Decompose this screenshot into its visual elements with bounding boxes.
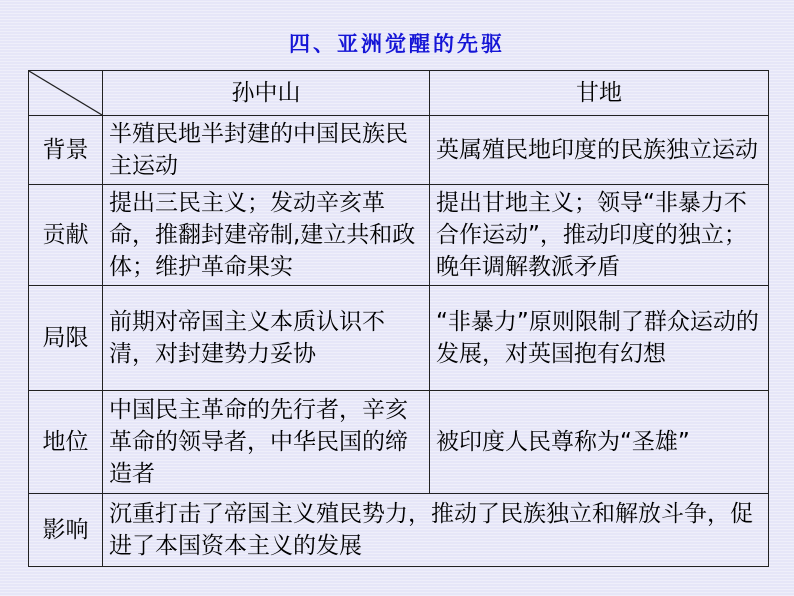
cell-sun-contribution: 提出三民主义；发动辛亥革命，推翻封建帝制,建立共和政体；维护革命果实 xyxy=(103,185,430,286)
cell-sun-limitation: 前期对帝国主义本质认识不清，对封建势力妥协 xyxy=(103,286,430,391)
table-row-background xyxy=(29,116,769,185)
table-header-row xyxy=(29,71,769,116)
table-row-limitation xyxy=(29,286,769,391)
row-label-background: 背景 xyxy=(29,116,103,185)
corner-diagonal-cell xyxy=(29,71,103,116)
row-label-contribution: 贡献 xyxy=(29,185,103,286)
row-label-status: 地位 xyxy=(29,391,103,494)
column-header-sun-yat-sen: 孙中山 xyxy=(103,71,430,116)
cell-shared-influence: 沉重打击了帝国主义殖民势力，推动了民族独立和解放斗争，促进了本国资本主义的发展 xyxy=(103,494,769,567)
row-label-limitation: 局限 xyxy=(29,286,103,391)
page-title: 四、亚洲觉醒的先驱 xyxy=(289,31,505,56)
cell-gandhi-background: 英属殖民地印度的民族独立运动 xyxy=(430,116,769,185)
diagonal-line-icon xyxy=(29,71,102,115)
column-header-gandhi: 甘地 xyxy=(430,71,769,116)
cell-gandhi-contribution: 提出甘地主义；领导“非暴力不合作运动”，推动印度的独立；晚年调解教派矛盾 xyxy=(430,185,769,286)
row-label-influence: 影响 xyxy=(29,494,103,567)
table-row-status xyxy=(29,391,769,494)
cell-sun-background: 半殖民地半封建的中国民族民主运动 xyxy=(103,116,430,185)
cell-gandhi-status: 被印度人民尊称为“圣雄” xyxy=(430,391,769,494)
cell-gandhi-limitation: “非暴力”原则限制了群众运动的发展，对英国抱有幻想 xyxy=(430,286,769,391)
table-row-influence xyxy=(29,494,769,567)
cell-sun-status: 中国民主革命的先行者，辛亥革命的领导者，中华民国的缔造者 xyxy=(103,391,430,494)
comparison-table xyxy=(28,70,769,567)
table-row-contribution xyxy=(29,185,769,286)
